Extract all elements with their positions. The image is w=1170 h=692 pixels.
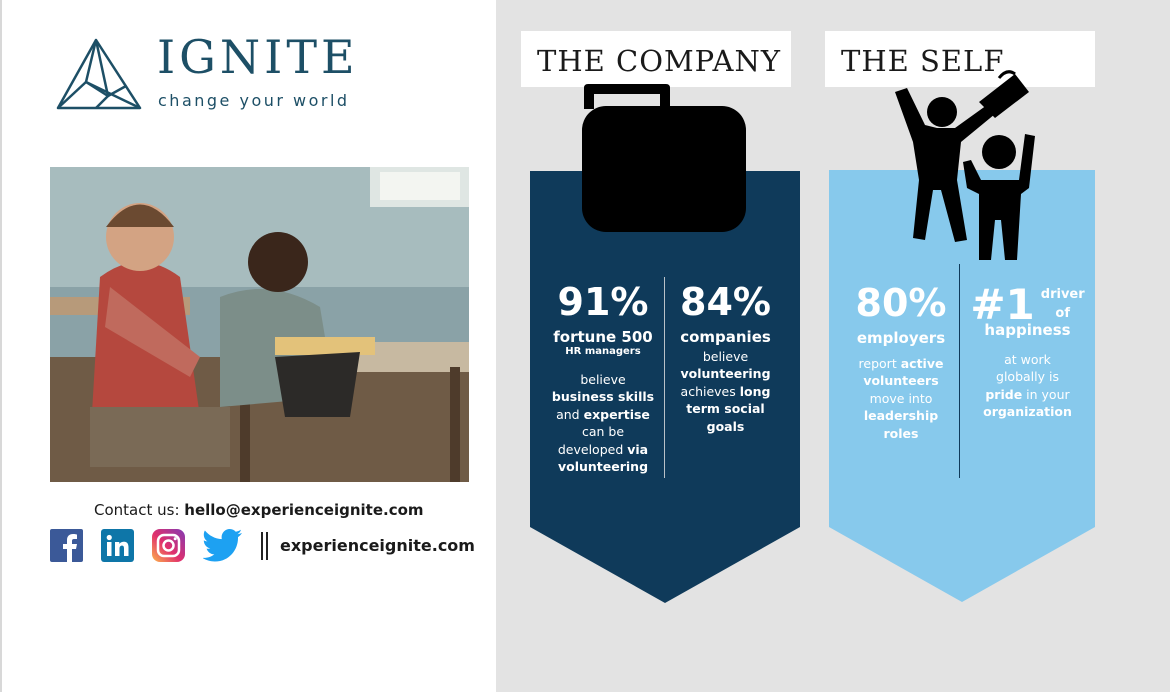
volunteer-photo (50, 167, 469, 482)
stat-description: report active volunteers move into leadership roles (858, 355, 944, 441)
contact-email[interactable]: hello@experienceignite.com (184, 501, 424, 519)
brand-name: IGNITE (157, 30, 359, 84)
stat-description: believe business skills and expertise can be developed via volunteering (551, 371, 655, 474)
self-heading: THE SELF (825, 31, 1095, 87)
company-stat-2 (668, 280, 783, 435)
social-links (50, 529, 475, 562)
facebook-icon[interactable] (50, 529, 83, 562)
twitter-icon[interactable] (203, 529, 243, 562)
stat-label: employers (856, 329, 946, 347)
stat-description: at work globally is pride in your organization (983, 351, 1072, 419)
divider (261, 532, 268, 560)
stat-value: 80% (855, 281, 947, 325)
linkedin-icon[interactable] (101, 529, 134, 562)
contact-label: Contact us: (94, 501, 180, 519)
contact-line (94, 501, 424, 519)
stat-label: fortune 500 (553, 328, 653, 346)
stat-value: #1 (970, 280, 1035, 329)
company-divider (664, 277, 665, 478)
company-heading: THE COMPANY (521, 31, 791, 87)
brand-tagline: change your world (158, 91, 350, 110)
website-link[interactable]: experienceignite.com (280, 536, 475, 555)
left-panel (0, 0, 496, 692)
stat-label-3: happiness (984, 321, 1071, 339)
stat-label-2: of (1055, 305, 1070, 321)
ignite-logo-icon (56, 38, 142, 110)
self-divider (959, 264, 960, 478)
self-stat-1 (845, 281, 957, 442)
self-stat-2 (970, 280, 1085, 421)
briefcase-icon (582, 84, 746, 232)
stat-label: companies (680, 328, 771, 346)
instagram-icon[interactable] (152, 529, 185, 562)
stat-sublabel: HR managers (565, 345, 641, 357)
stat-value: 84% (680, 280, 771, 324)
celebrating-people-icon (895, 72, 1035, 260)
stat-value: 91% (557, 280, 649, 324)
stat-description: believe volunteering achieves long term social goals (680, 348, 771, 434)
company-stat-1 (545, 280, 661, 476)
stat-label-1: driver (1040, 287, 1085, 302)
